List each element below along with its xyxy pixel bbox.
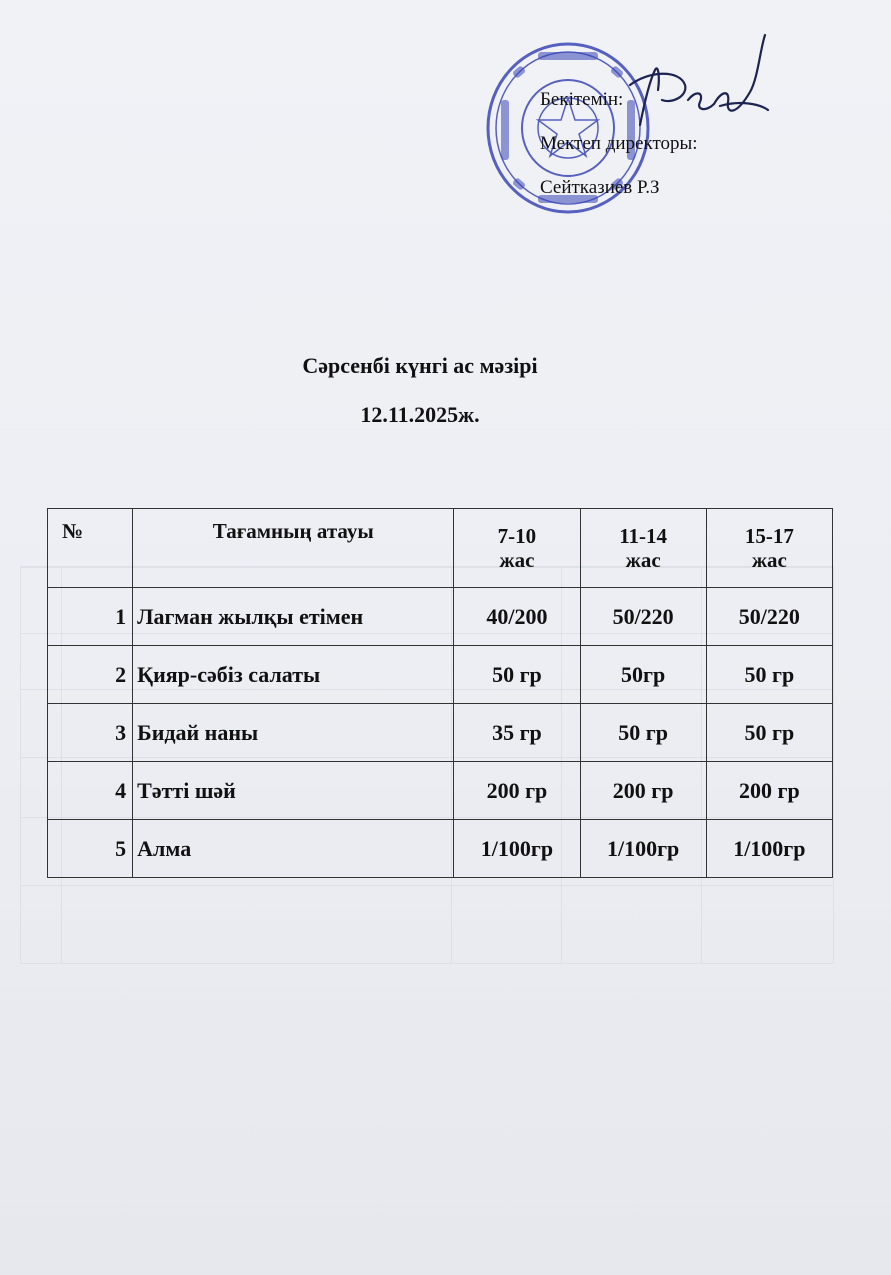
row-number: 3 xyxy=(48,704,133,762)
portion-15-17: 50/220 xyxy=(706,588,832,646)
portion-11-14: 200 гр xyxy=(580,762,706,820)
header-age-11-14: 11-14 жас xyxy=(580,509,706,588)
row-number: 4 xyxy=(48,762,133,820)
portion-15-17: 50 гр xyxy=(706,704,832,762)
header-number: № xyxy=(48,509,133,588)
menu-table xyxy=(47,508,833,878)
table-row xyxy=(48,704,833,762)
table-row xyxy=(48,762,833,820)
table-row xyxy=(48,820,833,878)
portion-11-14: 1/100гр xyxy=(580,820,706,878)
dish-name: Қияр-сәбіз салаты xyxy=(133,646,454,704)
approval-heading: Бекітемін: xyxy=(540,89,624,110)
table-row xyxy=(48,646,833,704)
approval-position: Мектеп директоры: xyxy=(540,133,698,154)
portion-7-10: 1/100гр xyxy=(454,820,580,878)
dish-name: Лагман жылқы етімен xyxy=(133,588,454,646)
portion-7-10: 35 гр xyxy=(454,704,580,762)
portion-7-10: 200 гр xyxy=(454,762,580,820)
document-title: Сәрсенбі күнгі ас мәзірі xyxy=(302,353,538,378)
portion-7-10: 50 гр xyxy=(454,646,580,704)
header-age-7-10: 7-10 жас xyxy=(454,509,580,588)
dish-name: Тәтті шәй xyxy=(133,762,454,820)
table-row xyxy=(48,588,833,646)
row-number: 5 xyxy=(48,820,133,878)
portion-15-17: 1/100гр xyxy=(706,820,832,878)
portion-11-14: 50 гр xyxy=(580,704,706,762)
dish-name: Алма xyxy=(133,820,454,878)
row-number: 1 xyxy=(48,588,133,646)
portion-11-14: 50гр xyxy=(580,646,706,704)
portion-11-14: 50/220 xyxy=(580,588,706,646)
row-number: 2 xyxy=(48,646,133,704)
document-date: 12.11.2025ж. xyxy=(360,402,480,427)
approval-block xyxy=(540,78,698,210)
table-header-row xyxy=(48,509,833,588)
portion-15-17: 200 гр xyxy=(706,762,832,820)
approval-director-name: Сейтказиев Р.З xyxy=(540,177,660,198)
header-dish-name: Тағамның атауы xyxy=(133,509,454,588)
header-age-15-17: 15-17 жас xyxy=(706,509,832,588)
portion-15-17: 50 гр xyxy=(706,646,832,704)
dish-name: Бидай наны xyxy=(133,704,454,762)
portion-7-10: 40/200 xyxy=(454,588,580,646)
